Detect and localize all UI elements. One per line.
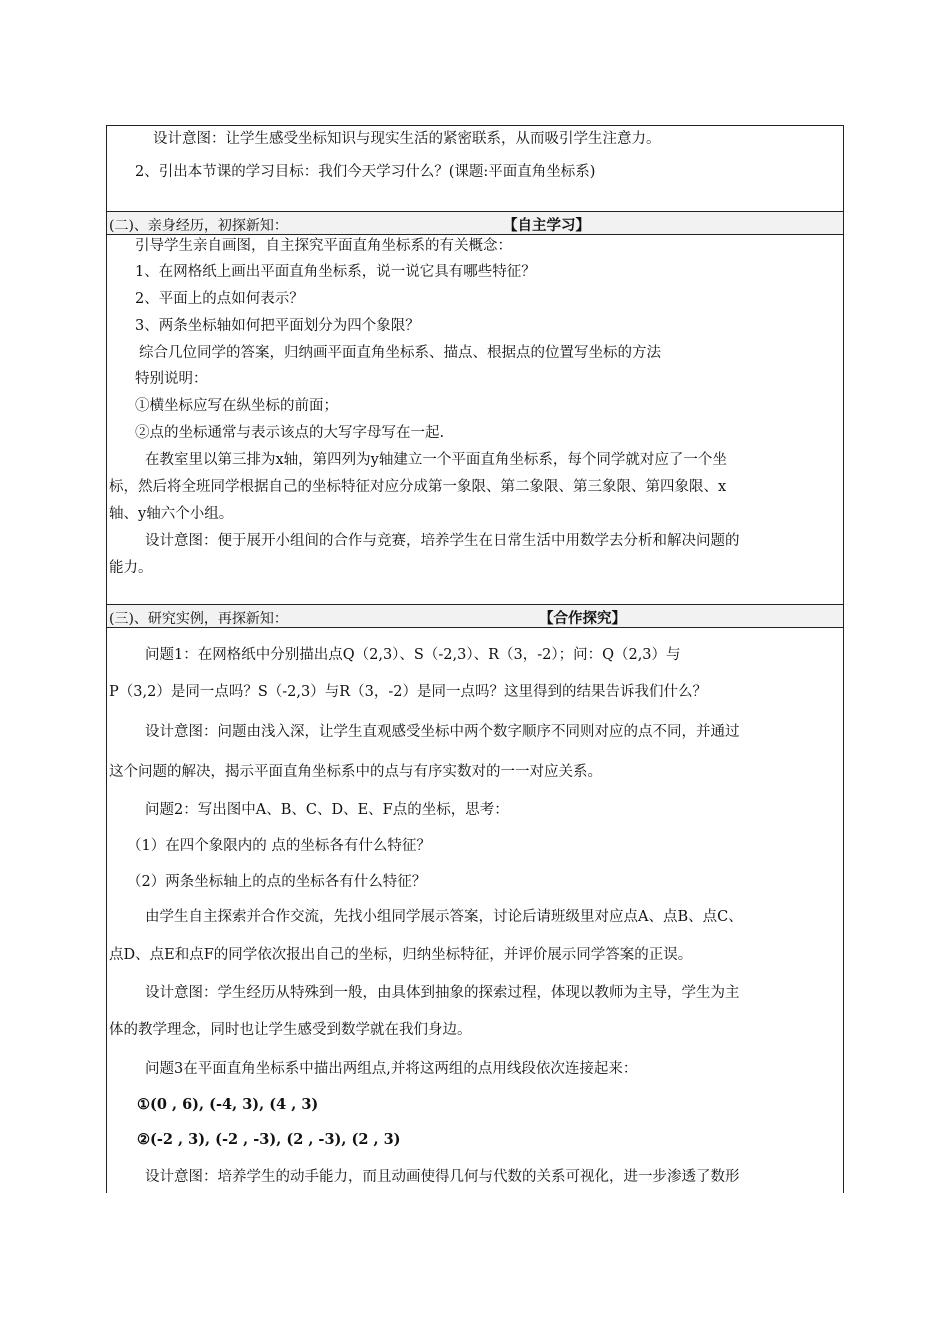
section3-point-group-2: ②(-2 , 3), (-2 , -3), (2 , -3), (2 , 3)	[137, 1131, 401, 1148]
section3-point-group-1: ①(0 , 6), (-4, 3), (4 , 3)	[137, 1096, 319, 1113]
section2-line: ①横坐标应写在纵坐标的前面；	[135, 398, 338, 414]
section3-line: 问题2：写出图中A、B、C、D、E、F点的坐标，思考：	[145, 802, 509, 818]
section2-line: 特别说明：	[135, 371, 208, 387]
section3-line: 这个问题的解决，揭示平面直角坐标系中的点与有序实数对的一一对应关系。	[109, 764, 602, 780]
section3-line: 点D、点E和点F的同学依次报出自己的坐标，归纳坐标特征，并评价展示同学答案的正误。	[109, 947, 693, 963]
lesson-table	[106, 125, 844, 1193]
section3-line: （1）在四个象限内的 点的坐标各有什么特征？	[127, 838, 431, 854]
section3-line: （2）两条坐标轴上的点的坐标各有什么特征？	[127, 874, 427, 890]
section2-line: 综合几位同学的答案，归纳画平面直角坐标系、描点、根据点的位置写坐标的方法	[139, 345, 661, 361]
section2-line: 2、平面上的点如何表示？	[135, 291, 304, 307]
section3-header	[107, 604, 843, 628]
section1-line: 2、引出本节课的学习目标：我们今天学习什么？(课题:平面直角坐标系)	[135, 164, 596, 180]
section2-line: 在教室里以第三排为x轴，第四列为y轴建立一个平面直角坐标系，每个同学就对应了一个坐	[145, 452, 727, 468]
section3-line: 问题1：在网格纸中分别描出点Q（2,3）、S（-2,3）、R（3，-2）；问：Q（2,3）与	[145, 647, 681, 663]
section2-header	[107, 211, 843, 235]
section3-header-tag: 【合作探究】	[539, 610, 626, 627]
section2-line: 设计意图：便于展开小组间的合作与竞赛，培养学生在日常生活中用数学去分析和解决问题的	[145, 533, 740, 549]
section3-line: 问题3在平面直角坐标系中描出两组点,并将这两组的点用线段依次连接起来：	[145, 1061, 638, 1077]
section3-line: 设计意图：问题由浅入深，让学生直观感受坐标中两个数字顺序不同则对应的点不同，并通过	[145, 724, 740, 740]
section3-line: 由学生自主探索并合作交流，先找小组同学展示答案，讨论后请班级里对应点A、点B、点C、	[145, 909, 743, 925]
section2-line: 3、两条坐标轴如何把平面划分为四个象限？	[135, 318, 420, 334]
section3-line: 设计意图：学生经历从特殊到一般，由具体到抽象的探索过程，体现以教师为主导，学生为主	[145, 985, 740, 1001]
section2-line: 能力。	[109, 560, 153, 576]
section3-line: 设计意图：培养学生的动手能力，而且动画使得几何与代数的关系可视化，进一步渗透了数形	[145, 1169, 740, 1185]
section2-line: 1、在网格纸上画出平面直角坐标系，说一说它具有哪些特征？	[135, 264, 536, 280]
section2-line: 轴、y轴六个小组。	[109, 506, 234, 522]
section1-line: 设计意图：让学生感受坐标知识与现实生活的紧密联系，从而吸引学生注意力。	[153, 131, 661, 147]
section2-header-tag: 【自主学习】	[503, 217, 590, 234]
section3-line: P（3,2）是同一点吗？S（-2,3）与R（3，-2）是同一点吗？这里得到的结果告诉我们什么？	[109, 684, 707, 700]
section2-line: ②点的坐标通常与表示该点的大写字母写在一起.	[135, 425, 445, 441]
section2-header-title: (二)、亲身经历，初探新知：	[109, 218, 288, 234]
section3-line: 体的教学理念，同时也让学生感受到数学就在我们身边。	[109, 1022, 472, 1038]
section2-line: 标，然后将全班同学根据自己的坐标特征对应分成第一象限、第二象限、第三象限、第四象限、x	[109, 479, 727, 495]
section2-line: 引导学生亲自画图，自主探究平面直角坐标系的有关概念：	[135, 238, 512, 254]
section3-header-title: (三)、研究实例，再探新知：	[109, 611, 288, 627]
